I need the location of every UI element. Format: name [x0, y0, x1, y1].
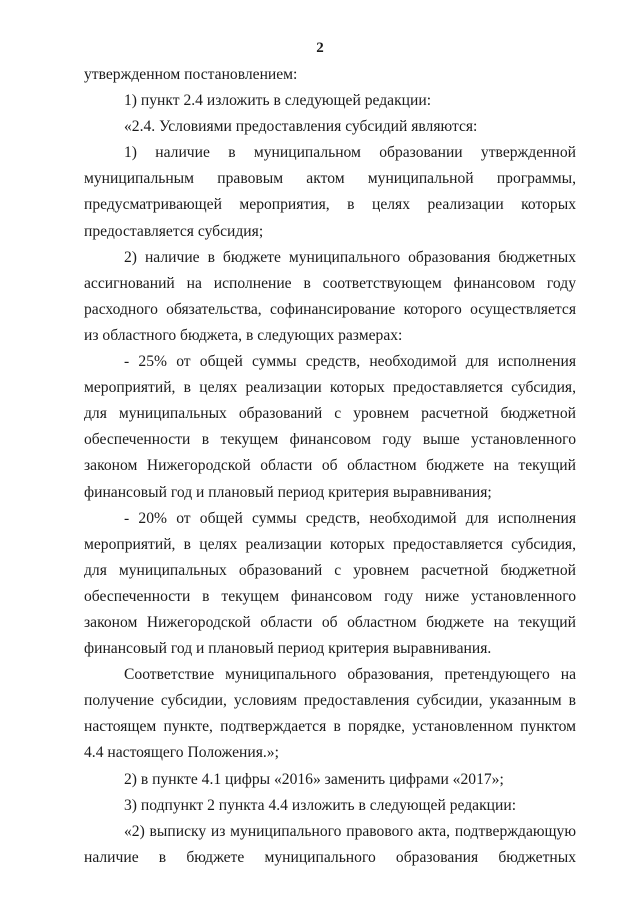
- paragraph-item-2: 2) в пункте 4.1 цифры «2016» заменить цифрами «2017»;: [124, 770, 504, 788]
- document-body: [84, 62, 576, 871]
- page-number: 2: [316, 40, 324, 56]
- paragraph-compliance: Соответствие муниципального образования, претендующего на получение субсидии, условиям предоставления субсидии, указанным в настоящем пункте, подтверждается в порядке, установленном пунктом 4.4 настоящего Положения.»;: [84, 666, 576, 762]
- paragraph-clause-2-4: «2.4. Условиями предоставления субсидий являются:: [124, 118, 478, 136]
- paragraph-condition-1: 1) наличие в муниципальном образовании утвержденной муниципальным правовым актом муниципальной программы, предусматривающей мероприятия, в целях реализации которых предоставляется субсидия;: [84, 144, 576, 240]
- paragraph-item-3: 3) подпункт 2 пункта 4.4 изложить в следующей редакции:: [124, 796, 517, 814]
- paragraph-subitem-2: «2) выписку из муниципального правового акта, подтверждающую наличие в бюджете муниципального образования бюджетных: [84, 822, 576, 866]
- paragraph-rate-25: - 25% от общей суммы средств, необходимой для исполнения мероприятий, в целях реализации которых предоставляется субсидия, для муниципальных образований с уровнем расчетной бюджетной обеспеченности в текущем финансовом году выше установленного законом Нижегородской области об областном бюджете на текущий финансовый год и плановый период критерия выравнивания;: [84, 353, 576, 501]
- paragraph-condition-2: 2) наличие в бюджете муниципального образования бюджетных ассигнований на исполнение в соответствующем финансовом году расходного обязательства, софинансирование которого осуществляется из областного бюджета, в следующих размерах:: [84, 248, 576, 344]
- paragraph-item-1: 1) пункт 2.4 изложить в следующей редакции:: [124, 92, 432, 110]
- paragraph-rate-20: - 20% от общей суммы средств, необходимой для исполнения мероприятий, в целях реализации которых предоставляется субсидия, для муниципальных образований с уровнем расчетной бюджетной обеспеченности в текущем финансовом году ниже установленного законом Нижегородской области об областном бюджете на текущий финансовый год и плановый период критерия выравнивания.: [84, 509, 576, 658]
- paragraph-continuation: утвержденном постановлением:: [84, 66, 298, 83]
